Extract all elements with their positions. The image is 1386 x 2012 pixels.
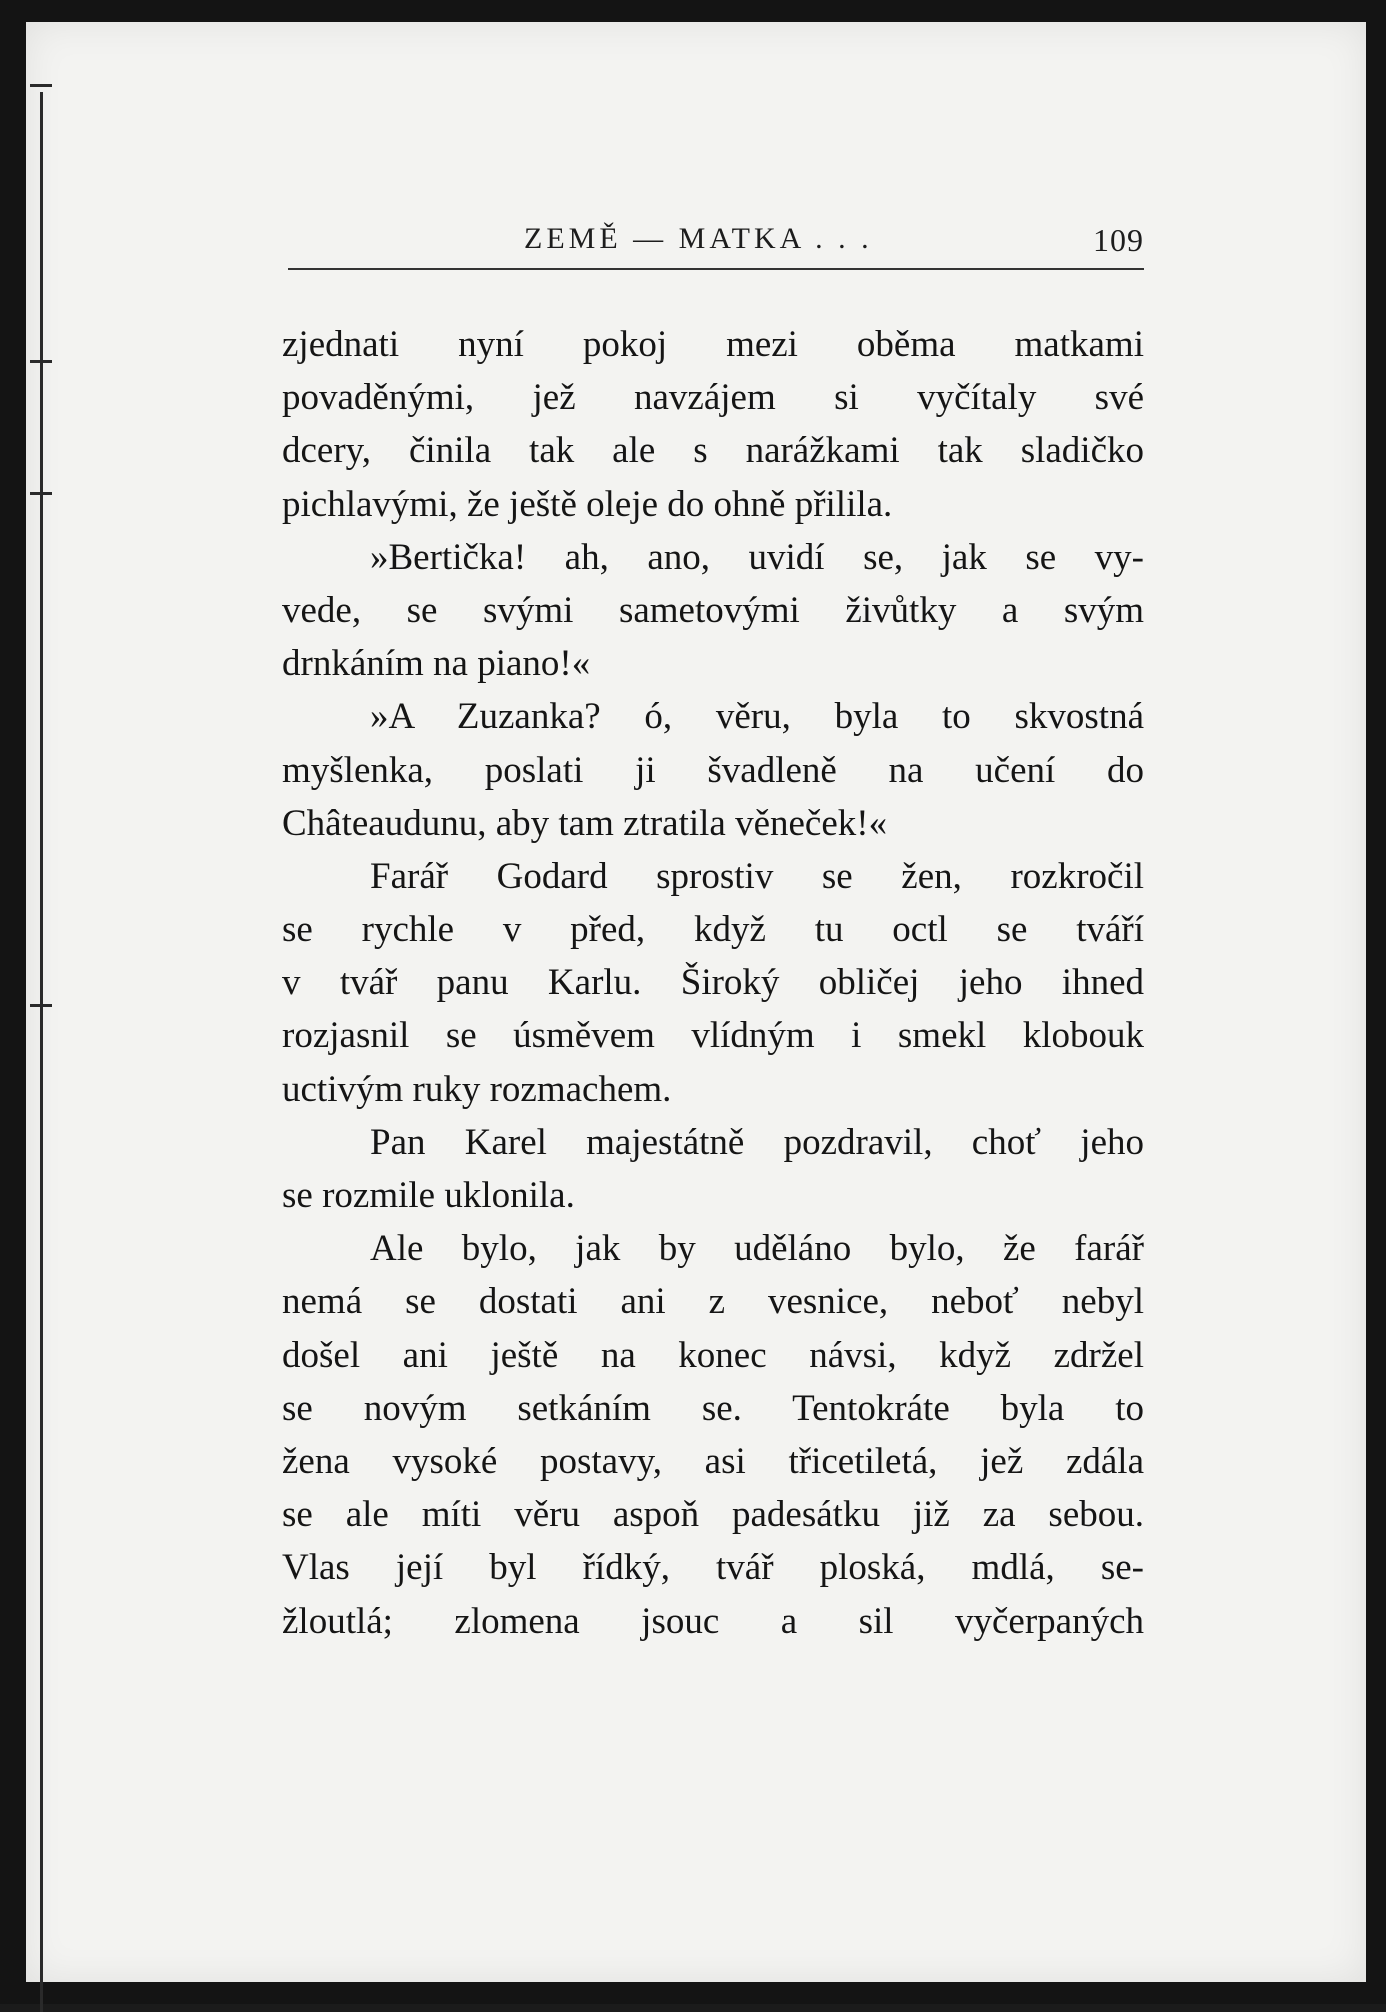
running-head-title: ZEMĚ — MATKA . . .: [524, 222, 873, 255]
text-line: pichlavými, že ještě oleje do ohně přilila.: [282, 483, 893, 525]
text-line: žloutlá; zlomena jsouc a sil vyčerpaných: [282, 1600, 1144, 1642]
binding-edge: [40, 92, 43, 2012]
text-line: »A Zuzanka? ó, věru, byla to skvostná: [370, 696, 1144, 738]
text-line: »Bertička! ah, ano, uvidí se, jak se vy-: [370, 536, 1144, 578]
text-line: Châteaudunu, aby tam ztratila věneček!«: [282, 802, 888, 844]
binding-mark: [30, 1004, 52, 1007]
text-line: Ale bylo, jak by uděláno bylo, že farář: [370, 1228, 1144, 1270]
text-line: uctivým ruky rozmachem.: [282, 1068, 672, 1110]
binding-mark: [30, 84, 52, 87]
text-line: Pan Karel majestátně pozdravil, choť jeho: [370, 1121, 1144, 1163]
text-line: se rozmile uklonila.: [282, 1175, 575, 1216]
text-line: žena vysoké postavy, asi třicetiletá, jež zdála: [282, 1440, 1144, 1482]
text-line: povaděnými, jež navzájem si vyčítaly své: [282, 377, 1144, 419]
text-line: myšlenka, poslati ji švadleně na učení do: [282, 749, 1144, 791]
text-line: drnkáním na piano!«: [282, 643, 591, 685]
binding-mark: [30, 492, 52, 495]
text-line: rozjasnil se úsměvem vlídným i smekl klobouk: [282, 1015, 1144, 1057]
page-number: 109: [1093, 222, 1144, 258]
body-text: [282, 318, 1144, 1648]
text-line: došel ani ještě na konec návsi, když zdržel: [282, 1334, 1144, 1376]
binding-mark: [30, 360, 52, 363]
text-line: Vlas její byl řídký, tvář ploská, mdlá, se-: [282, 1547, 1144, 1589]
text-line: Farář Godard sprostiv se žen, rozkročil: [370, 855, 1144, 897]
text-line: zjednati nyní pokoj mezi oběma matkami: [282, 324, 1144, 365]
text-line: se novým setkáním se. Tentokráte byla to: [282, 1387, 1144, 1429]
text-line: se rychle v před, když tu octl se tváří: [282, 909, 1144, 951]
text-line: v tvář panu Karlu. Široký obličej jeho ihned: [282, 962, 1144, 1004]
text-line: se ale míti věru aspoň padesátku již za sebou.: [282, 1494, 1144, 1536]
text-line: nemá se dostati ani z vesnice, neboť nebyl: [282, 1281, 1144, 1323]
running-head: [288, 222, 1144, 270]
text-line: vede, se svými sametovými živůtky a svým: [282, 589, 1144, 631]
text-line: dcery, činila tak ale s narážkami tak sladičko: [282, 430, 1144, 472]
